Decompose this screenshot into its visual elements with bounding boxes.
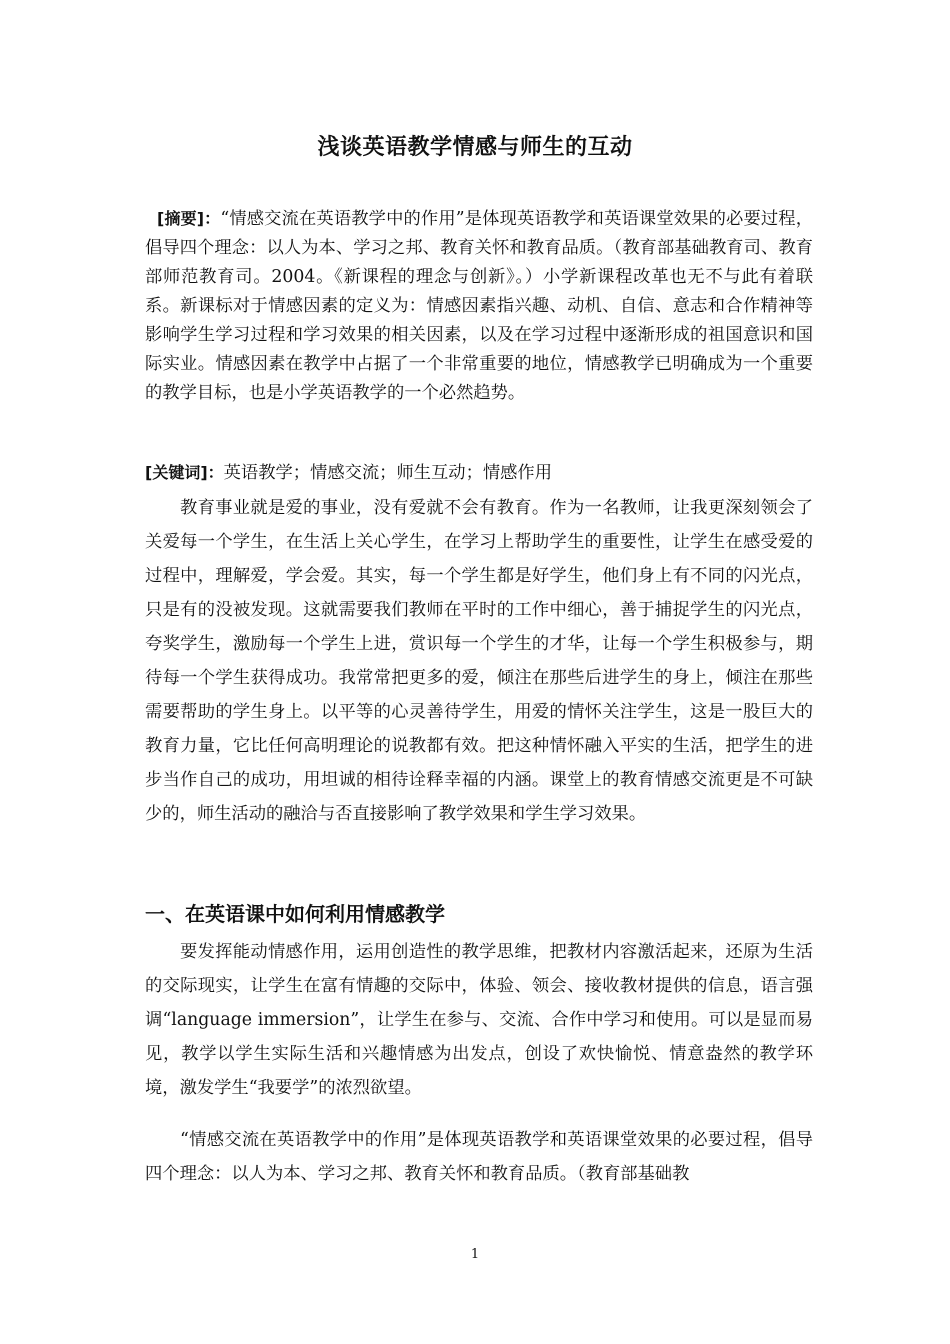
page-number: 1 [470, 1247, 480, 1262]
document-title: 浅谈英语教学情感与师生的互动 [317, 135, 633, 160]
body-paragraph-1: 教育事业就是爱的事业，没有爱就不会有教育。作为一名教师，让我更深刻领会了关爱每一个学生，在生活上关心学生，在学习上帮助学生的重要性，让学生在感受爱的过程中，理解爱，学会爱。其实，每一个学生都是好学生，他们身上有不同的闪光点，只是有的没被发现。这就需要我们教师在平时的工作中细心，善于捕捉学生的闪光点，夸奖学生，激励每一个学生上进，赏识每一个学生的才华，让每一个学生积极参与，期待每一个学生获得成功。我常常把更多的爱，倾注在那些后进学生的身上，倾注在那些需要帮助的学生身上。以平等的心灵善待学生，用爱的情怀关注学生，这是一股巨大的教育力量，它比任何高明理论的说教都有效。把这种情怀融入平实的生活，把学生的进步当作自己的成功，用坦诚的相待诠释幸福的内涵。课堂上的教育情感交流更是不可缺少的，师生活动的融洽与否直接影响了教学效果和学生学习效果。 [145, 498, 813, 824]
abstract-block [145, 204, 813, 408]
keywords-label: [关键词]： [145, 463, 224, 482]
keywords-text: 英语教学；情感交流；师生互动；情感作用 [223, 463, 552, 483]
abstract-label: [摘要]： [157, 209, 221, 228]
keywords-line [145, 458, 813, 488]
abstract-paragraph [145, 204, 813, 408]
section-heading: 一、在英语课中如何利用情感教学 [145, 902, 445, 926]
body-paragraph-3: “情感交流在英语教学中的作用”是体现英语教学和英语课堂效果的必要过程，倡导四个理念：以人为本、学习之邦、教育关怀和教育品质。（教育部基础教 [145, 1130, 813, 1184]
abstract-text: “情感交流在英语教学中的作用”是体现英语教学和英语课堂效果的必要过程，倡导四个理念：以人为本、学习之邦、教育关怀和教育品质。（教育部基础教育司、教育部师范教育司。2004。《新课程的理念与创新》。）小学新课程改革也无不与此有着联系。新课标对于情感因素的定义为：情感因素指兴趣、动机、自信、意志和合作精神等影响学生学习过程和学习效果的相关因素，以及在学习过程中逐渐形成的祖国意识和国际实业。情感因素在教学中占据了一个非常重要的地位，情感教学已明确成为一个重要的教学目标，也是小学英语教学的一个必然趋势。 [145, 209, 813, 403]
body-paragraph-2: 要发挥能动情感作用，运用创造性的教学思维，把教材内容激活起来，还原为生活的交际现实，让学生在富有情趣的交际中，体验、领会、接收教材提供的信息，语言强调“language immersion”，让学生在参与、交流、合作中学习和使用。可以是显而易见，教学以学生实际生活和兴趣情感为出发点，创设了欢快愉悦、情意盎然的教学环境，激发学生“我要学”的浓烈欲望。 [145, 942, 813, 1098]
